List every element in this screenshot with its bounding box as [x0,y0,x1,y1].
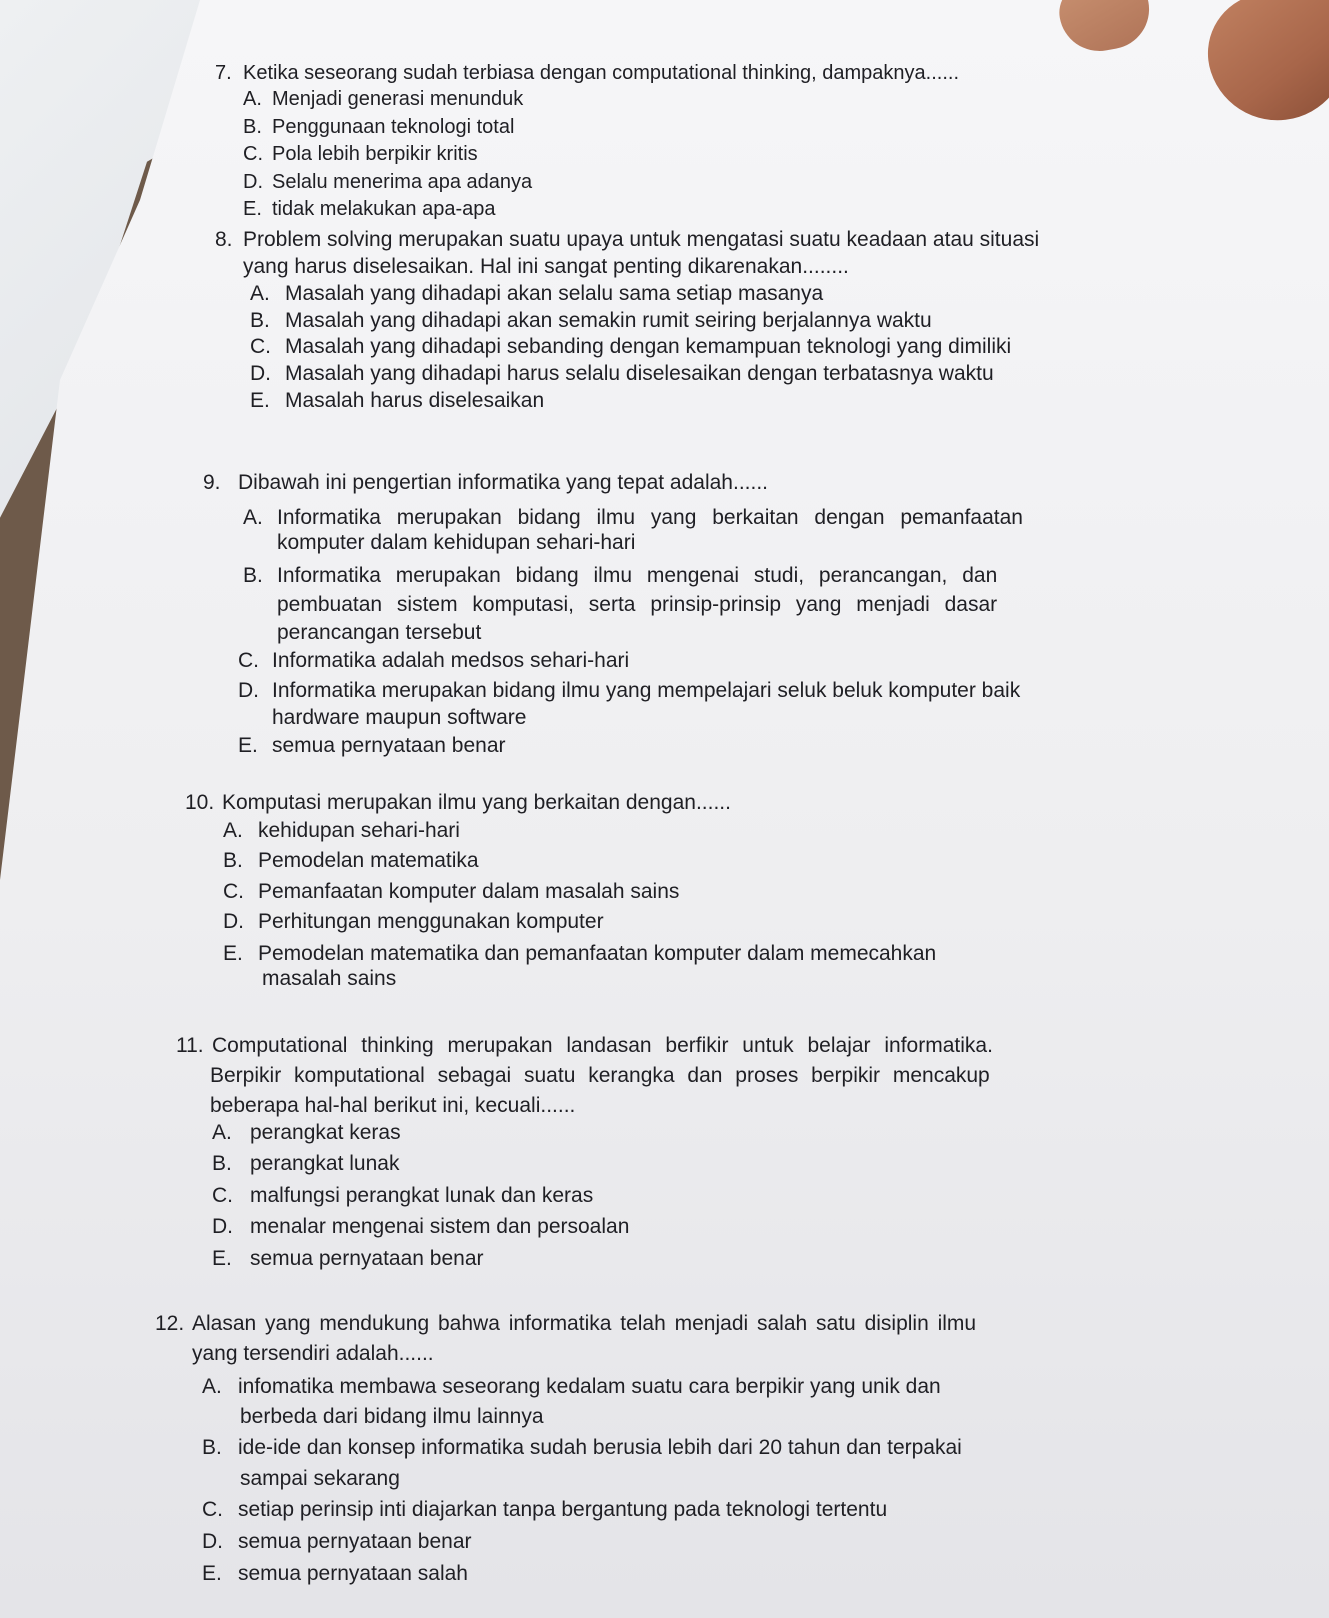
option-letter: B. [250,309,270,332]
option-text: kehidupan sehari-hari [258,819,460,842]
question-11-text: Berpikir komputational sebagai suatu kerangka dan proses berpikir mencakup [210,1064,990,1087]
option-text: Pola lebih berpikir kritis [272,143,478,165]
option-text: komputer dalam kehidupan sehari-hari [277,531,636,554]
option-text: menalar mengenai sistem dan persoalan [250,1215,630,1238]
option-text: Masalah harus diselesaikan [285,389,545,412]
option-text: hardware maupun software [272,706,527,729]
option-letter: B. [223,849,243,872]
option-text: Masalah yang dihadapi akan selalu sama setiap masanya [285,282,824,305]
option-letter: C. [243,143,263,165]
option-letter: B. [212,1152,232,1175]
option-text: pembuatan sistem komputasi, serta prinsip-prinsip yang menjadi dasar [277,593,998,616]
question-7-text: Ketika seseorang sudah terbiasa dengan computational thinking, dampaknya...... [243,62,960,84]
option-text: Informatika adalah medsos sehari-hari [272,649,630,672]
option-text: Informatika merupakan bidang ilmu mengenai studi, perancangan, dan [277,564,998,587]
option-letter: E. [243,198,262,220]
option-text: Informatika merupakan bidang ilmu yang berkaitan dengan pemanfaatan [277,506,1023,529]
option-letter: C. [238,649,259,672]
option-text: perancangan tersebut [277,621,482,644]
option-text: ide-ide dan konsep informatika sudah berusia lebih dari 20 tahun dan terpakai [238,1436,962,1459]
option-text: semua pernyataan benar [238,1530,472,1553]
option-text: semua pernyataan benar [250,1247,484,1270]
option-text: perangkat lunak [250,1152,400,1175]
option-letter: E. [212,1247,232,1270]
option-text: Selalu menerima apa adanya [272,171,533,193]
option-text: Penggunaan teknologi total [272,116,515,138]
question-8-text: yang harus diselesaikan. Hal ini sangat penting dikarenakan........ [243,255,849,278]
option-letter: E. [250,389,270,412]
question-10-number: 10. [185,791,215,814]
option-letter: E. [202,1562,222,1585]
option-letter: D. [243,171,263,193]
option-letter: E. [223,942,243,965]
option-text: semua pernyataan benar [272,734,506,757]
option-letter: A. [243,88,262,110]
option-letter: A. [243,506,263,529]
question-8-text: Problem solving merupakan suatu upaya untuk mengatasi suatu keadaan atau situasi [243,228,1040,251]
option-text: semua pernyataan salah [238,1562,468,1585]
question-11-text: Computational thinking merupakan landasan berfikir untuk belajar informatika. [212,1034,993,1057]
option-text: Masalah yang dihadapi sebanding dengan kemampuan teknologi yang dimiliki [285,335,1012,358]
option-text: Masalah yang dihadapi harus selalu diselesaikan dengan terbatasnya waktu [285,362,994,385]
question-8-number: 8. [215,228,233,251]
option-text: Informatika merupakan bidang ilmu yang mempelajari seluk beluk komputer baik [272,679,1021,702]
option-text: malfungsi perangkat lunak dan keras [250,1184,594,1207]
option-text: perangkat keras [250,1121,401,1144]
option-letter: A. [212,1121,232,1144]
question-7-number: 7. [215,62,232,84]
option-letter: D. [238,679,259,702]
option-text: tidak melakukan apa-apa [272,198,496,220]
question-9-number: 9. [203,471,221,494]
option-text: Masalah yang dihadapi akan semakin rumit seiring berjalannya waktu [285,309,932,332]
option-text: Pemanfaatan komputer dalam masalah sains [258,880,680,903]
option-text: sampai sekarang [240,1467,400,1490]
option-letter: D. [202,1530,223,1553]
question-10-text: Komputasi merupakan ilmu yang berkaitan dengan...... [222,791,731,814]
option-letter: A. [223,819,243,842]
option-text: infomatika membawa seseorang kedalam suatu cara berpikir yang unik dan [238,1375,941,1398]
option-text: berbeda dari bidang ilmu lainnya [240,1405,544,1428]
option-letter: B. [243,564,263,587]
option-text: masalah sains [262,967,397,990]
option-letter: C. [212,1184,233,1207]
option-letter: A. [250,282,270,305]
option-text: Pemodelan matematika [258,849,479,872]
option-letter: B. [202,1436,222,1459]
option-text: Perhitungan menggunakan komputer [258,910,604,933]
question-12-text: yang tersendiri adalah...... [192,1342,434,1365]
option-letter: C. [250,335,271,358]
question-9-text: Dibawah ini pengertian informatika yang tepat adalah...... [238,471,768,494]
question-11-number: 11. [176,1034,204,1057]
question-12-text: Alasan yang mendukung bahwa informatika telah menjadi salah satu disiplin ilmu [192,1312,977,1335]
option-letter: D. [212,1215,233,1238]
option-letter: C. [223,880,244,903]
option-text: Menjadi generasi menunduk [272,88,524,110]
option-letter: C. [202,1498,223,1521]
option-letter: A. [202,1375,222,1398]
option-text: setiap perinsip inti diajarkan tanpa bergantung pada teknologi tertentu [238,1498,888,1521]
option-letter: E. [238,734,258,757]
question-11-text: beberapa hal-hal berikut ini, kecuali...... [210,1094,576,1117]
option-letter: B. [243,116,262,138]
option-letter: D. [250,362,271,385]
option-letter: D. [223,910,244,933]
option-text: Pemodelan matematika dan pemanfaatan komputer dalam memecahkan [258,942,937,965]
question-12-number: 12. [155,1312,185,1335]
